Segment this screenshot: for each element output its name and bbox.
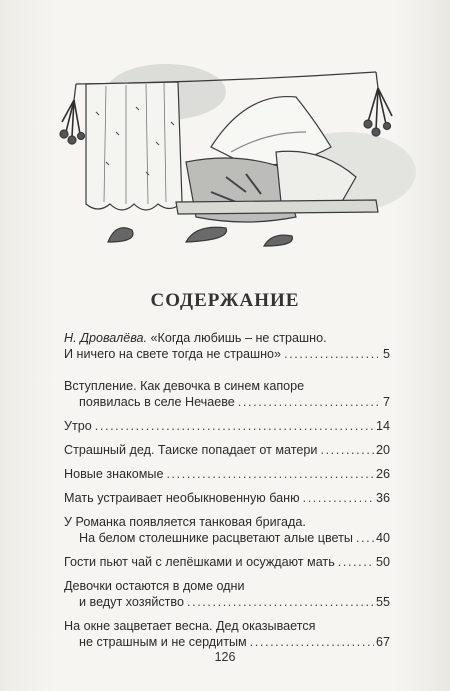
entry-title-line: На окне зацветает весна. Дед оказывается xyxy=(64,619,316,633)
dot-leader xyxy=(166,466,374,482)
dot-leader xyxy=(250,634,374,650)
dot-leader xyxy=(238,394,378,410)
toc-entry[interactable] xyxy=(64,514,390,546)
herb-bunch-right-icon xyxy=(364,72,392,136)
toc-entry[interactable] xyxy=(64,490,390,506)
entry-page-number: 55 xyxy=(375,595,390,609)
entry-page-number: 5 xyxy=(382,347,390,361)
dot-leader xyxy=(338,554,374,570)
toc-entry[interactable] xyxy=(64,442,390,458)
toc-entry[interactable] xyxy=(64,554,390,570)
entry-page-number: 7 xyxy=(382,395,390,409)
entry-page-number: 36 xyxy=(375,491,390,505)
toc-entry[interactable] xyxy=(64,418,390,434)
toc-entry[interactable] xyxy=(64,578,390,610)
entry-page-number: 20 xyxy=(375,443,390,457)
entry-title-line: Девочки остаются в доме одни xyxy=(64,579,245,593)
dot-leader xyxy=(187,594,374,610)
entry-title-line: Новые знакомые xyxy=(64,467,164,481)
entry-page-number: 67 xyxy=(375,635,390,649)
entry-title-line: Мать устраивает необыкновенную баню xyxy=(64,491,300,505)
dot-leader xyxy=(303,490,374,506)
entry-title-line: И ничего на свете тогда не страшно» xyxy=(64,347,282,361)
toc-entry[interactable] xyxy=(64,378,390,410)
laundry-illustration xyxy=(46,52,416,250)
toc-entry[interactable] xyxy=(64,330,390,362)
entry-author: Н. Дровалёва. xyxy=(64,331,148,345)
dot-leader xyxy=(95,418,374,434)
page-number: 126 xyxy=(214,650,236,664)
entry-title-line: и ведут хозяйство xyxy=(79,595,184,609)
entry-title-line: У Романка появляется танковая бригада. xyxy=(64,515,306,529)
entry-page-number: 26 xyxy=(375,467,390,481)
entry-page-number: 50 xyxy=(375,555,390,569)
entry-page-number: 14 xyxy=(375,419,390,433)
dot-leader xyxy=(356,530,374,546)
entry-title-line: «Когда любишь – не страшно. xyxy=(150,331,327,345)
entry-title-line: На белом столешнике расцветают алые цветы xyxy=(79,531,353,545)
toc-entry[interactable] xyxy=(64,618,390,650)
dot-leader xyxy=(320,442,374,458)
entry-title-line: Гости пьют чай с лепёшками и осуждают мать xyxy=(64,555,335,569)
entry-title-line: Страшный дед. Таиске попадает от матери xyxy=(64,443,318,457)
entry-title-line: не страшным и не сердитым xyxy=(79,635,247,649)
toc-entry[interactable] xyxy=(64,466,390,482)
curtain-icon xyxy=(86,82,182,210)
entry-title-line: появилась в селе Нечаеве xyxy=(79,395,235,409)
herb-bunch-left-icon xyxy=(60,84,85,144)
contents-heading: СОДЕРЖАНИЕ xyxy=(150,290,300,311)
table-of-contents xyxy=(64,330,390,650)
entry-title-line: Утро xyxy=(64,419,92,433)
entry-title-line: Вступление. Как девочка в синем капоре xyxy=(64,379,305,393)
dot-leader xyxy=(284,346,378,362)
entry-page-number: 40 xyxy=(375,531,390,545)
